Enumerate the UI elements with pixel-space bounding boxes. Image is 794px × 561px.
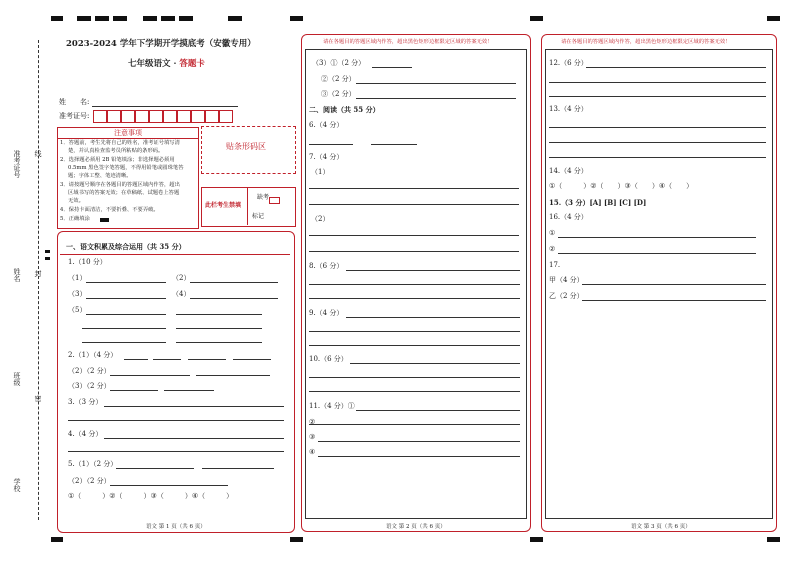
p3-q16-2-label: ②	[549, 245, 556, 253]
notice-item: 无效。	[68, 198, 84, 204]
q2-1-line[interactable]	[188, 359, 226, 360]
q1-2-label: （2）	[172, 274, 191, 282]
name-field[interactable]	[92, 106, 238, 107]
p3-q15-label[interactable]: 15.（3 分）[A] [B] [C] [D]	[549, 198, 647, 207]
p2-q6-line[interactable]	[371, 144, 417, 145]
q4-label: 4.（4 分）	[68, 430, 103, 438]
p2-a3-label: ③（2 分）	[321, 90, 356, 98]
notice-item: 楚，并认真检查监考员所粘贴的条形码。	[68, 148, 164, 154]
p2-q9-line[interactable]	[346, 317, 520, 318]
p2-a1-line[interactable]	[372, 67, 412, 68]
notice-title: 注意事项	[58, 128, 198, 139]
side-ticket-label: 准考证号	[13, 150, 21, 178]
q2-2-line[interactable]	[196, 375, 270, 376]
p2-q7-2-label: （2）	[311, 215, 330, 223]
notice-item: 3．请按题号顺序在各题目的答题区域内作答，超出	[60, 182, 180, 188]
p3-q16-label: 16.（4 分）	[549, 213, 588, 221]
q5-1-line[interactable]	[116, 468, 194, 469]
absent-note: 此栏考生禁填	[205, 202, 242, 209]
q2-3-label: （3）（2 分）	[68, 382, 111, 390]
p3-q13-label: 13.（4 分）	[549, 105, 588, 113]
p2-q7-label: 7.（4 分）	[309, 153, 344, 161]
p3-q14-options[interactable]: ①（ ）②（ ）③（ ）④（ ）	[549, 182, 694, 190]
q1-5-line[interactable]	[176, 328, 262, 329]
p3-q12-line[interactable]	[549, 96, 766, 97]
p2-q7-1-label: （1）	[311, 168, 330, 176]
notice-item: 区域书写的答案无效；在草稿纸、试题卷上答题	[68, 190, 180, 196]
p3-q13-line[interactable]	[549, 127, 766, 128]
p3-q12-label: 12.（6 分）	[549, 59, 588, 67]
q5-1-label: 5.（1）（2 分）	[68, 460, 118, 468]
p2-q8-label: 8.（6 分）	[309, 262, 344, 270]
p3-q17-label: 17.	[549, 261, 561, 269]
p2-q10-label: 10.（6 分）	[309, 355, 348, 363]
absent-checkbox[interactable]	[269, 197, 280, 204]
p3-q12-line[interactable]	[549, 82, 766, 83]
p2-q11-4-label: ④	[309, 448, 316, 456]
p2-q11-3-line[interactable]	[318, 441, 520, 442]
page2-footer: 语文 第 2 页（共 6 页）	[386, 524, 446, 530]
q2-1-line[interactable]	[233, 359, 271, 360]
p2-q11-label: 11.（4 分）①	[309, 402, 355, 410]
p2-q9-line[interactable]	[309, 345, 520, 346]
section1-rule	[60, 254, 290, 255]
p3-q17-b-line[interactable]	[582, 300, 766, 301]
subtitle-prefix: 七年级语文 ·	[128, 59, 180, 69]
q1-5-line[interactable]	[82, 328, 166, 329]
q1-5-line[interactable]	[86, 314, 166, 315]
p3-q16-1-label: ①	[549, 229, 556, 237]
side-line-label: 线	[34, 150, 42, 157]
fill-sample	[100, 218, 109, 222]
q1-1-label: （1）	[68, 274, 87, 282]
q1-4-line[interactable]	[190, 298, 278, 299]
page2-warning: 请在各题目的答题区域内作答，超出黑色矩形边框限定区域的答案无效！	[323, 39, 493, 45]
p2-q10-line[interactable]	[309, 391, 520, 392]
q5-2-line[interactable]	[110, 485, 228, 486]
p2-q11-4-line[interactable]	[318, 456, 520, 457]
p2-q7-1-line[interactable]	[309, 188, 519, 189]
q1-3-line[interactable]	[86, 298, 166, 299]
p3-q12-line[interactable]	[586, 67, 766, 68]
notice-item: 题；字体工整、笔迹清晰。	[68, 173, 132, 179]
p3-q13-line[interactable]	[549, 142, 766, 143]
binding-line	[38, 40, 39, 520]
p2-q8-line[interactable]	[309, 284, 520, 285]
q4-line[interactable]	[68, 451, 284, 452]
q3-label: 3.（3 分）	[68, 398, 103, 406]
side-class-label: 班级	[13, 372, 21, 386]
q2-1-label: 2.（1）（4 分）	[68, 351, 118, 359]
p2-q10-line[interactable]	[350, 363, 520, 364]
barcode-label: 贴条形码区	[226, 142, 266, 151]
page3-warning: 请在各题目的答题区域内作答，超出黑色矩形边框限定区域的答案无效！	[561, 39, 731, 45]
absent-divider	[247, 187, 248, 225]
p2-q11-1-line[interactable]	[309, 424, 520, 425]
q1-1-line[interactable]	[86, 282, 166, 283]
subtitle	[128, 60, 205, 69]
p2-q10-line[interactable]	[309, 377, 520, 378]
p2-q6-label: 6.（4 分）	[309, 121, 344, 129]
q5-3-options[interactable]: ①（ ）②（ ）③（ ）④（ ）	[68, 492, 234, 500]
notice-item: 5．正确填涂	[60, 216, 90, 222]
page1-footer: 语文 第 1 页（共 6 页）	[146, 524, 206, 530]
exam-title: 2023-2024 学年下学期开学摸底考（安徽专用）	[66, 39, 256, 49]
p2-q9-label: 9.（4 分）	[309, 309, 344, 317]
p2-q9-line[interactable]	[309, 331, 520, 332]
q5-1-line[interactable]	[202, 468, 274, 469]
notice-item: 1．答题前，考生先将自己的姓名，准考证号填写清	[60, 140, 180, 146]
subtitle-suffix: 答题卡	[179, 59, 205, 69]
p3-q16-2-line[interactable]	[558, 253, 756, 254]
p2-q7-2-line[interactable]	[309, 251, 519, 252]
p2-q11-2-label: ②	[309, 418, 316, 426]
side-seal-label: 封	[34, 270, 42, 277]
q1-5-line[interactable]	[82, 342, 166, 343]
side-dense-label: 密	[34, 395, 42, 402]
p3-q14-label: 14.（4 分）	[549, 167, 588, 175]
q5-2-label: （2）（2 分）	[68, 477, 111, 485]
ticket-label: 准考证号:	[59, 112, 90, 120]
notice-item: 4．保持卡面清洁，不要折叠、不要弄破。	[60, 207, 159, 213]
p2-q6-line[interactable]	[309, 144, 353, 145]
p3-q17-a-line[interactable]	[582, 284, 766, 285]
p2-a1-label: （3）①（2 分）	[312, 59, 366, 67]
q1-label: 1.（10 分）	[68, 258, 107, 266]
p2-q7-2-line[interactable]	[309, 235, 519, 236]
page3-footer: 语文 第 3 页（共 6 页）	[631, 524, 691, 530]
name-label: 姓 名:	[59, 98, 90, 106]
p2-q7-1-line[interactable]	[309, 204, 519, 205]
p3-q17-a-label: 甲（4 分）	[549, 276, 584, 284]
q2-3-line[interactable]	[164, 390, 214, 391]
side-name-label: 姓名	[13, 268, 21, 282]
side-school-label: 学校	[13, 478, 21, 492]
section1-title: 一、语文积累及综合运用（共 35 分）	[66, 242, 186, 251]
q1-2-line[interactable]	[190, 282, 278, 283]
section2-title: 二、阅读（共 55 分）	[309, 105, 380, 114]
p2-q8-line[interactable]	[346, 270, 520, 271]
q1-5-line[interactable]	[176, 342, 262, 343]
q2-2-line[interactable]	[110, 375, 190, 376]
q3-line[interactable]	[104, 406, 284, 407]
p2-q11-3-label: ③	[309, 433, 316, 441]
q2-3-line[interactable]	[110, 390, 158, 391]
p2-q11-1-line[interactable]	[356, 410, 520, 411]
notice-item: 0.5mm 黑色签字笔答题，不得用铅笔或圆珠笔答	[68, 165, 184, 171]
q1-3-label: （3）	[68, 290, 87, 298]
p3-q17-b-label: 乙（2 分）	[549, 292, 584, 300]
p2-a2-line[interactable]	[356, 83, 516, 84]
p2-a2-label: ②（2 分）	[321, 75, 356, 83]
p3-q16-1-line[interactable]	[558, 237, 756, 238]
p3-q13-line[interactable]	[549, 157, 766, 158]
absent-mark-label: 标记	[252, 213, 265, 220]
notice-item: 2．选择题必须用 2B 铅笔填涂；非选择题必须用	[60, 157, 175, 163]
q3-line[interactable]	[68, 420, 284, 421]
q2-1-line[interactable]	[153, 359, 181, 360]
q1-4-label: （4）	[172, 290, 191, 298]
p2-q8-line[interactable]	[309, 298, 520, 299]
p2-a3-line[interactable]	[356, 98, 516, 99]
q2-2-label: （2）（2 分）	[68, 367, 111, 375]
q1-5-label: （5）	[68, 306, 87, 314]
q1-5-line[interactable]	[176, 314, 262, 315]
q4-line[interactable]	[104, 438, 284, 439]
absent-missing-label: 缺考	[257, 194, 270, 201]
q2-1-line[interactable]	[124, 359, 148, 360]
